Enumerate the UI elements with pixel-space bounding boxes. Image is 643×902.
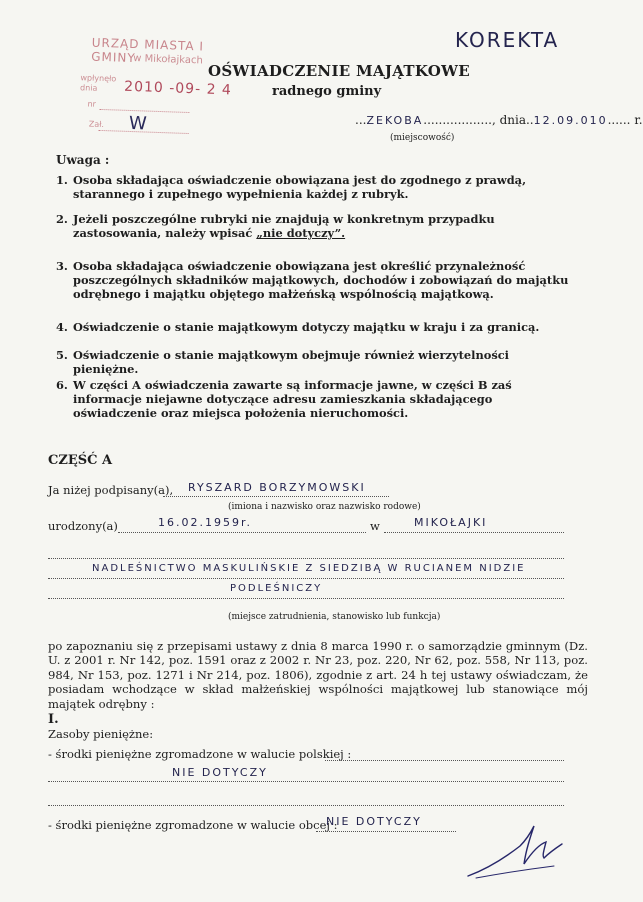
employment-value-1: NADLEŚNICTWO MASKULIŃSKIE Z SIEDZIBĄ W RUCIANEM NIDZIE: [92, 563, 526, 574]
note-item: 1. Osoba składająca oświadczenie obowiązana jest do zgodnego z prawdą, starannego i zupełnego wypełnienia każdej z rubryk.: [56, 173, 527, 201]
note-item: 4. Oświadczenie o stanie majątkowym dotyczy majątku w kraju i za granicą.: [56, 320, 540, 334]
stamp-date: 2010 -09- 2 4: [123, 78, 233, 99]
dnia-label: , dnia: [491, 113, 526, 127]
korekta-note: KOREKTA: [455, 28, 560, 52]
pln-line-2: [48, 781, 564, 782]
place-value: ZEKOBA: [366, 114, 424, 127]
name-value: RYSZARD BORZYMOWSKI: [188, 481, 366, 494]
born-in-label: w: [370, 519, 380, 533]
born-date-line: [118, 532, 366, 533]
foreign-label: - środki pieniężne zgromadzone w walucie obcej :: [48, 818, 338, 832]
place-date-row: ...ZEKOBA.................., dnia..12.09.010...... r.: [355, 113, 643, 127]
pln-value: NIE DOTYCZY: [172, 766, 268, 779]
legal-paragraph: po zapoznaniu się z przepisami ustawy z dnia 8 marca 1990 r. o samorządzie gminnym (Dz. U. z 2001 r. Nr 142, poz. 1591 oraz z 2002 r. Nr 23, poz. 220, Nr 62, poz. 558, Nr 113, poz. 984, Nr 153, poz. 1271 i Nr 214, poz. 1806), zgodnie z art. 24 h tej ustawy oświadczam, że posiadam wchodzące w skład małżeńskiej wspólności majątkowej lub stanowiące mój majątek odrębny :: [48, 639, 588, 711]
note-item: 6. W części A oświadczenia zawarte są informacje jawne, w części B zaś informacje niejawne dotyczące adresu zamieszkania składającego oświadczenie oraz miejsca położenia nieruchomości.: [56, 378, 512, 420]
stamp-nr-label: nr: [87, 99, 97, 109]
signed-label: Ja niżej podpisany(a),: [48, 483, 174, 497]
stamp-zal-label: Zał.: [88, 119, 105, 130]
notes-heading: Uwaga :: [56, 153, 110, 167]
part-a-heading: CZĘŚĆ A: [48, 453, 113, 468]
pln-label: - środki pieniężne zgromadzone w walucie polskiej :: [48, 747, 352, 761]
employment-value-2: PODLEŚNICZY: [230, 583, 323, 594]
note-item: 2. Jeżeli poszczególne rubryki nie znajdują w konkretnym przypadku zastosowania, należy wpisać „nie dotyczy”.: [56, 212, 495, 240]
pln-line: [325, 760, 564, 761]
employment-hint: (miejsce zatrudnienia, stanowisko lub funkcja): [228, 612, 441, 622]
document-title: OŚWIADCZENIE MAJĄTKOWE: [208, 62, 471, 80]
signature-image: [462, 820, 572, 882]
date-value: 12.09.010: [533, 114, 608, 127]
note-item: 3. Osoba składająca oświadczenie obowiązana jest określić przynależność poszczególnych składników majątkowych, dochodów i zobowiązań do majątku odrębnego i majątku objętego małżeńską wspólnością majątkową.: [56, 259, 569, 301]
employment-line-1: [48, 578, 564, 579]
stamp-office: URZĄD MIASTA I GMINY: [90, 35, 205, 66]
born-label: urodzony(a): [48, 519, 118, 533]
born-date: 16.02.1959r.: [158, 516, 252, 529]
note-item: 5. Oświadczenie o stanie majątkowym obejmuje również wierzytelności pieniężne.: [56, 348, 510, 376]
document-subtitle: radnego gminy: [272, 84, 382, 99]
place-hint: (miejscowość): [390, 133, 455, 143]
employment-line-2: [48, 598, 564, 599]
pln-line-3: [48, 805, 564, 806]
name-line: [163, 496, 389, 497]
zasoby-label: Zasoby pieniężne:: [48, 727, 154, 741]
name-hint: (imiona i nazwisko oraz nazwisko rodowe): [228, 502, 421, 512]
stamp-nr-line: [99, 109, 189, 113]
born-place: MIKOŁAJKI: [414, 516, 488, 529]
blank-line: [48, 558, 564, 559]
stamp-in-label: wpłynęło: [80, 73, 117, 84]
stamp-date-label: dnia: [79, 83, 98, 93]
nie-dotyczy-emph: „nie dotyczy”.: [256, 226, 346, 240]
born-place-line: [384, 532, 564, 533]
section-1-heading: I.: [48, 712, 59, 727]
foreign-value: NIE DOTYCZY: [326, 815, 422, 828]
receipt-stamp: [78, 35, 242, 151]
foreign-line: [316, 831, 456, 832]
stamp-town: w Mikołajkach: [132, 53, 203, 67]
year-suffix: r.: [634, 113, 643, 127]
stamp-initial: W: [128, 112, 148, 135]
